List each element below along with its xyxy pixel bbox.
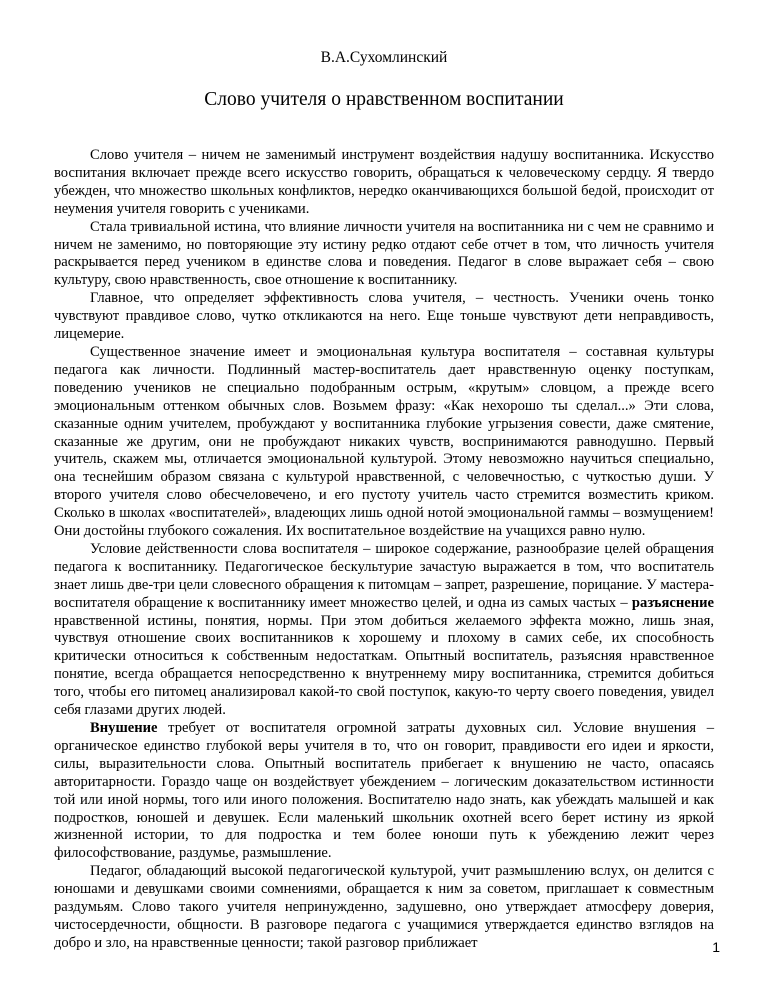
paragraph [54, 541, 714, 720]
paragraph-text: нравственной истины, понятия, нормы. При этом добиться желаемого эффекта можно, лишь зная, чувствуя отношение своих воспитанников к хорошему и плохому в самих себе, их способность критически относиться к собственным недостаткам. Опытный воспитатель, разъясняя нравственное понятие, всегда обращается непосредственно к внутреннему миру воспитанника, стремится добиться того, чтобы его питомец анализировал какой-то свой поступок, какую-то черту своего поведения, увидел себя глазами других людей. [54, 612, 714, 719]
bold-term-suggestion: Внушение [90, 720, 158, 736]
document-body [54, 147, 714, 953]
paragraph: Слово учителя – ничем не заменимый инструмент воздействия надушу воспитанника. Искусство воспитания включает прежде всего искусство говорить, обращаться к человеческому сердцу. Я твердо убежден, что множество школьных конфликтов, нередко оканчивающихся большой бедой, происходит от неумения учителя говорить с учениками. [54, 147, 714, 217]
paragraph-text: требует от воспитателя огромной затраты духовных сил. Условие внушения – органическое единство глубокой веры учителя в то, что он говорит, правдивости его идеи и яркости, силы, выразительности слова. Опытный воспитатель прибегает к внушению не часто, опасаясь авторитарности. Гораздо чаще он воздействует убеждением – логическим доказательством истинности той или иной нормы, того или иного положения. Воспитателю надо знать, как убеждать малышей и как подростков, юношей и девушек. Если маленький школьник охотней всего берет истину из яркой жизненной истории, то для подростка и тем более юноши путь к убеждению лежит через философствование, раздумье, размышление. [54, 720, 714, 862]
paragraph-text: Условие действенности слова воспитателя – широкое содержание, разнообразие целей обращения педагога к воспитаннику. Педагогическое бескультурие зачастую выражается в том, что воспитатель знает лишь две-три цели словесного обращения к питомцам – запрет, разрешение, порицание. У мастера-воспитателя обращение к воспитаннику имеет множество целей, и одна из самых частых – [54, 540, 714, 611]
page-number: 1 [712, 939, 720, 955]
paragraph: Главное, что определяет эффективность слова учителя, – честность. Ученики очень тонко чувствуют правдивое слово, чутко откликаются на него. Еще тоньше чувствуют дети неправдивость, лицемерие. [54, 290, 714, 343]
paragraph: Стала тривиальной истина, что влияние личности учителя на воспитанника ни с чем не сравнимо и ничем не заменимо, но повторяющие эту истину редко отдают себе отчет в том, что личность учителя раскрывается перед учеником в единстве слова и поведения. Педагог в слове выражает себя – свою культуру, свою нравственность, свое отношение к воспитаннику. [54, 218, 714, 289]
paragraph: Педагог, обладающий высокой педагогической культурой, учит размышлению вслух, он делится с юношами и девушками своими сомнениями, обращается к ним за советом, приглашает к совместным раздумьям. Слово такого учителя непринужденно, задушевно, оно утверждает атмосферу доверия, чистосердечности, общности. В разговоре педагога с учащимися утверждается единство взглядов на добро и зло, на нравственные ценности; такой разговор приближает [54, 863, 714, 951]
document-title: Слово учителя о нравственном воспитании [204, 89, 564, 110]
author-name: В.А.Сухомлинский [320, 49, 448, 66]
bold-term-explanation: разъяснение [631, 594, 714, 611]
paragraph: Существенное значение имеет и эмоциональная культура воспитателя – составная культуры педагога как личности. Подлинный мастер-воспитатель дает нравственную оценку поступкам, поведению учеников не специально подобранным острым, «крутым» словцом, а прежде всего эмоциональным оттенком обычных слов. Возьмем фразу: «Как нехорошо ты сделал...» Эти слова, сказанные одним учителем, пробуждают у воспитанника глубокие угрызения совести, даже смятение, сказанные же другим, они не пробуждают никаких чувств, воспринимаются равнодушно. Первый учитель, скажем мы, отличается эмоциональной культурой. Этому невозможно научиться специально, она теснейшим образом связана с культурой нравственной, с человечностью, с чуткостью души. У второго учителя слово обесчеловечено, и его пустоту учитель часто стремится возместить криком. Сколько в школах «воспитателей», владеющих лишь одной нотой эмоциональной гаммы – возмущением! Они достойны глубокого сожаления. Их воспитательное воздействие на учащихся равно нулю. [54, 343, 714, 540]
paragraph [54, 720, 714, 863]
